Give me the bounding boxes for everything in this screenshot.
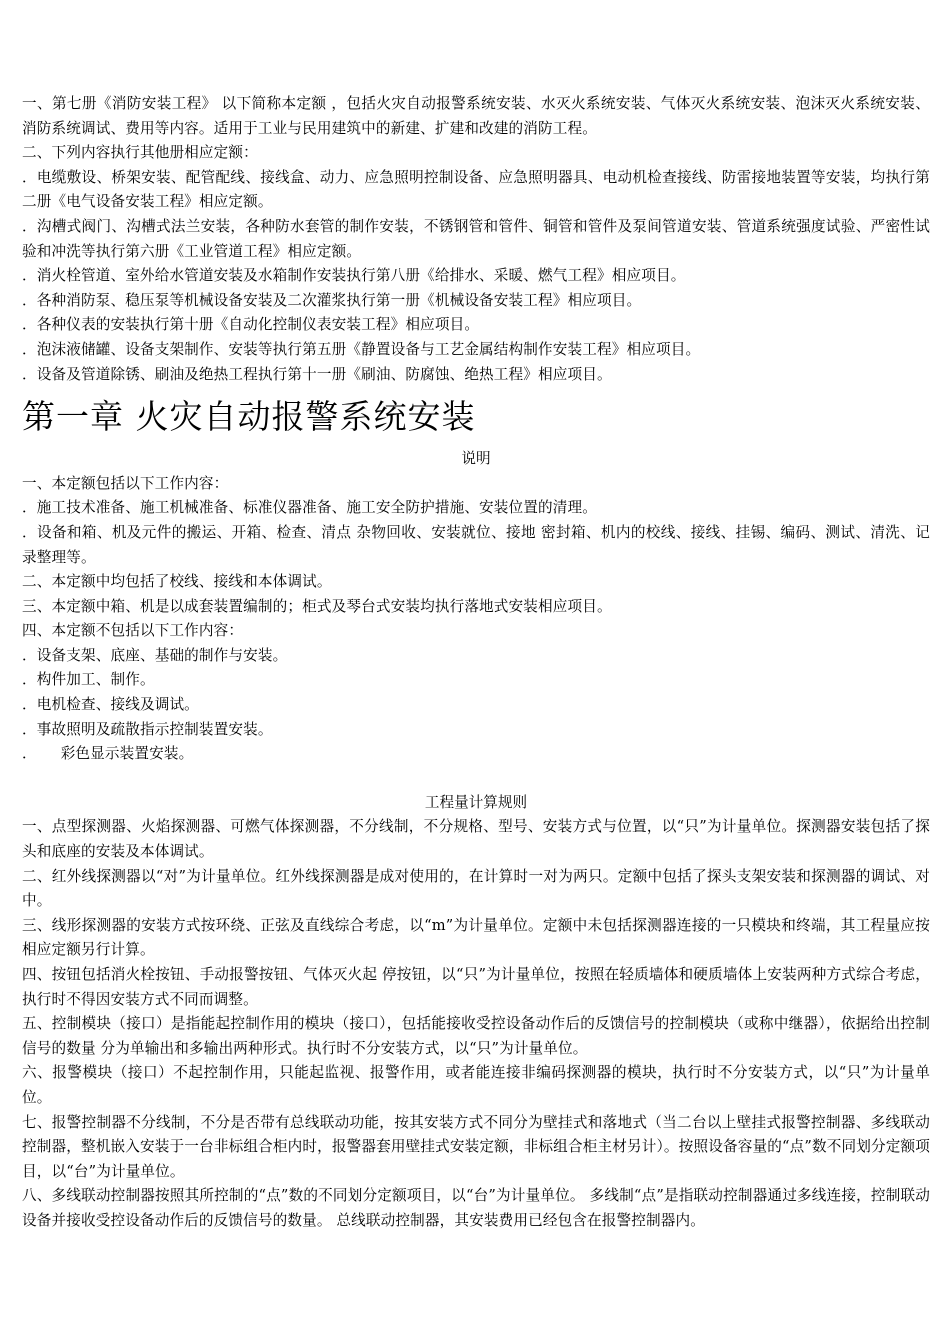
rule-paragraph: 二、红外线探测器以“对”为计量单位。红外线探测器是成对使用的，在计算时一对为两只。定额中包括了探头支架安装和探测器的调试、对中。 — [22, 867, 930, 910]
intro-paragraph: ．沟槽式阀门、沟槽式法兰安装，各种防水套管的制作安装，不锈钢管和管件、铜管和管件及泵间管道安装、管道系统强度试验、严密性试验和冲洗等执行第六册《工业管道工程》相应定额。 — [22, 217, 930, 260]
explanation-paragraph: ．电机检查、接线及调试。 — [22, 696, 199, 714]
intro-paragraph: 一、第七册《消防安装工程》 以下简称本定额 ，包括火灾自动报警系统安装、水灭火系统安装、气体灭火系统安装、泡沫灭火系统安装、消防系统调试、费用等内容。适用于工业与民用建筑中的新建、扩建和改建的消防工程。 — [22, 95, 930, 137]
intro-paragraph: 二、下列内容执行其他册相应定额： — [22, 144, 258, 162]
intro-paragraph: ．设备及管道除锈、刷油及绝热工程执行第十一册《刷油、防腐蚀、绝热工程》相应项目。 — [22, 365, 612, 383]
explanation-paragraph: 四、本定额不包括以下工作内容： — [22, 622, 244, 640]
intro-paragraph: ．泡沫液储罐、设备支架制作、安装等执行第五册《静置设备与工艺金属结构制作安装工程》相应项目。 — [22, 340, 701, 358]
rule-paragraph: 六、报警模块（接口）不起控制作用，只能起监视、报警作用，或者能连接非编码探测器的模块，执行时不分安装方式，以“只”为计量单位。 — [22, 1064, 930, 1106]
rule-paragraph: 三、线形探测器的安装方式按环绕、正弦及直线综合考虑，以“m”为计量单位。定额中未包括探测器连接的一只模块和终端，其工程量应按相应定额另行计算。 — [22, 916, 930, 959]
rule-paragraph: 一、点型探测器、火焰探测器、可燃气体探测器，不分线制，不分规格、型号、安装方式与位置，以“只”为计量单位。探测器安装包括了探头和底座的安装及本体调试。 — [22, 818, 930, 861]
explanation-paragraph: ．事故照明及疏散指示控制装置安装。 — [22, 720, 273, 738]
intro-section — [22, 92, 930, 387]
intro-paragraph: ．各种仪表的安装执行第十册《自动化控制仪表安装工程》相应项目。 — [22, 316, 480, 334]
explanation-paragraph: 一、本定额包括以下工作内容： — [22, 474, 229, 492]
explanation-paragraph: 三、本定额中箱、机是以成套装置编制的；柜式及琴台式安装均执行落地式安装相应项目。 — [22, 597, 612, 615]
rule-paragraph: 七、报警控制器不分线制，不分是否带有总线联动功能，按其安装方式不同分为壁挂式和落地式（当二台以上壁挂式报警控制器、多线联动控制器，整机嵌入安装于一台非标组合柜内时，报警器套用壁挂式安装定额，非标组合柜主材另计）。按照设备容量的“点”数不同划分定额项目，以“台”为计量单位。 — [22, 1113, 930, 1180]
intro-paragraph: ．消火栓管道、室外给水管道安装及水箱制作安装执行第八册《给排水、采暖、燃气工程》相应项目。 — [22, 267, 686, 285]
explanation-section — [22, 472, 930, 767]
rule-paragraph: 八、多线联动控制器按照其所控制的“点”数的不同划分定额项目，以“台”为计量单位。 多线制“点”是指联动控制器通过多线连接，控制联动设备并接收受控设备动作后的反馈信号的数量。 总线联动控制器，其安装费用已经包含在报警控制器内。 — [22, 1187, 930, 1229]
explanation-paragraph: ．构件加工、制作。 — [22, 671, 155, 689]
explanation-paragraph: ．施工技术准备、施工机械准备、标准仪器准备、施工安全防护措施、安装位置的清理。 — [22, 499, 598, 517]
rule-paragraph: 五、控制模块（接口）是指能起控制作用的模块（接口），包括能接收受控设备动作后的反馈信号的控制模块（或称中继器），依据给出控制信号的数量 分为单输出和多输出两种形式。执行时不分安装方式，以“只”为计量单位。 — [22, 1015, 930, 1057]
rules-heading: 工程量计算规则 — [424, 793, 528, 811]
section-spacer — [22, 767, 930, 787]
intro-paragraph: ．各种消防泵、稳压泵等机械设备安装及二次灌浆执行第一册《机械设备安装工程》相应项目。 — [22, 291, 642, 309]
document-page — [22, 92, 930, 1234]
explanation-paragraph: ．设备和箱、机及元件的搬运、开箱、检查、清点 杂物回收、安装就位、接地 密封箱、机内的校线、接线、挂锡、编码、测试、清洗、记录整理等。 — [22, 523, 930, 566]
rules-section — [22, 815, 930, 1233]
intro-paragraph: ．电缆敷设、桥架安装、配管配线、接线盒、动力、应急照明控制设备、应急照明器具、电动机检查接线、防雷接地装置等安装，均执行第二册《电气设备安装工程》相应定额。 — [22, 168, 930, 211]
rule-paragraph: 四、按钮包括消火栓按钮、手动报警按钮、气体灭火起 停按钮，以“只”为计量单位，按照在轻质墙体和硬质墙体上安装两种方式综合考虑，执行时不得因安装方式不同而调整。 — [22, 966, 930, 1008]
explanation-paragraph: 二、本定额中均包括了校线、接线和本体调试。 — [22, 573, 332, 591]
explanation-paragraph: ． 彩色显示装置安装。 — [22, 745, 194, 763]
explanation-heading: 说明 — [461, 450, 491, 468]
explanation-paragraph: ．设备支架、底座、基础的制作与安装。 — [22, 646, 288, 664]
chapter-title: 第一章 火灾自动报警系统安装 — [22, 397, 476, 437]
